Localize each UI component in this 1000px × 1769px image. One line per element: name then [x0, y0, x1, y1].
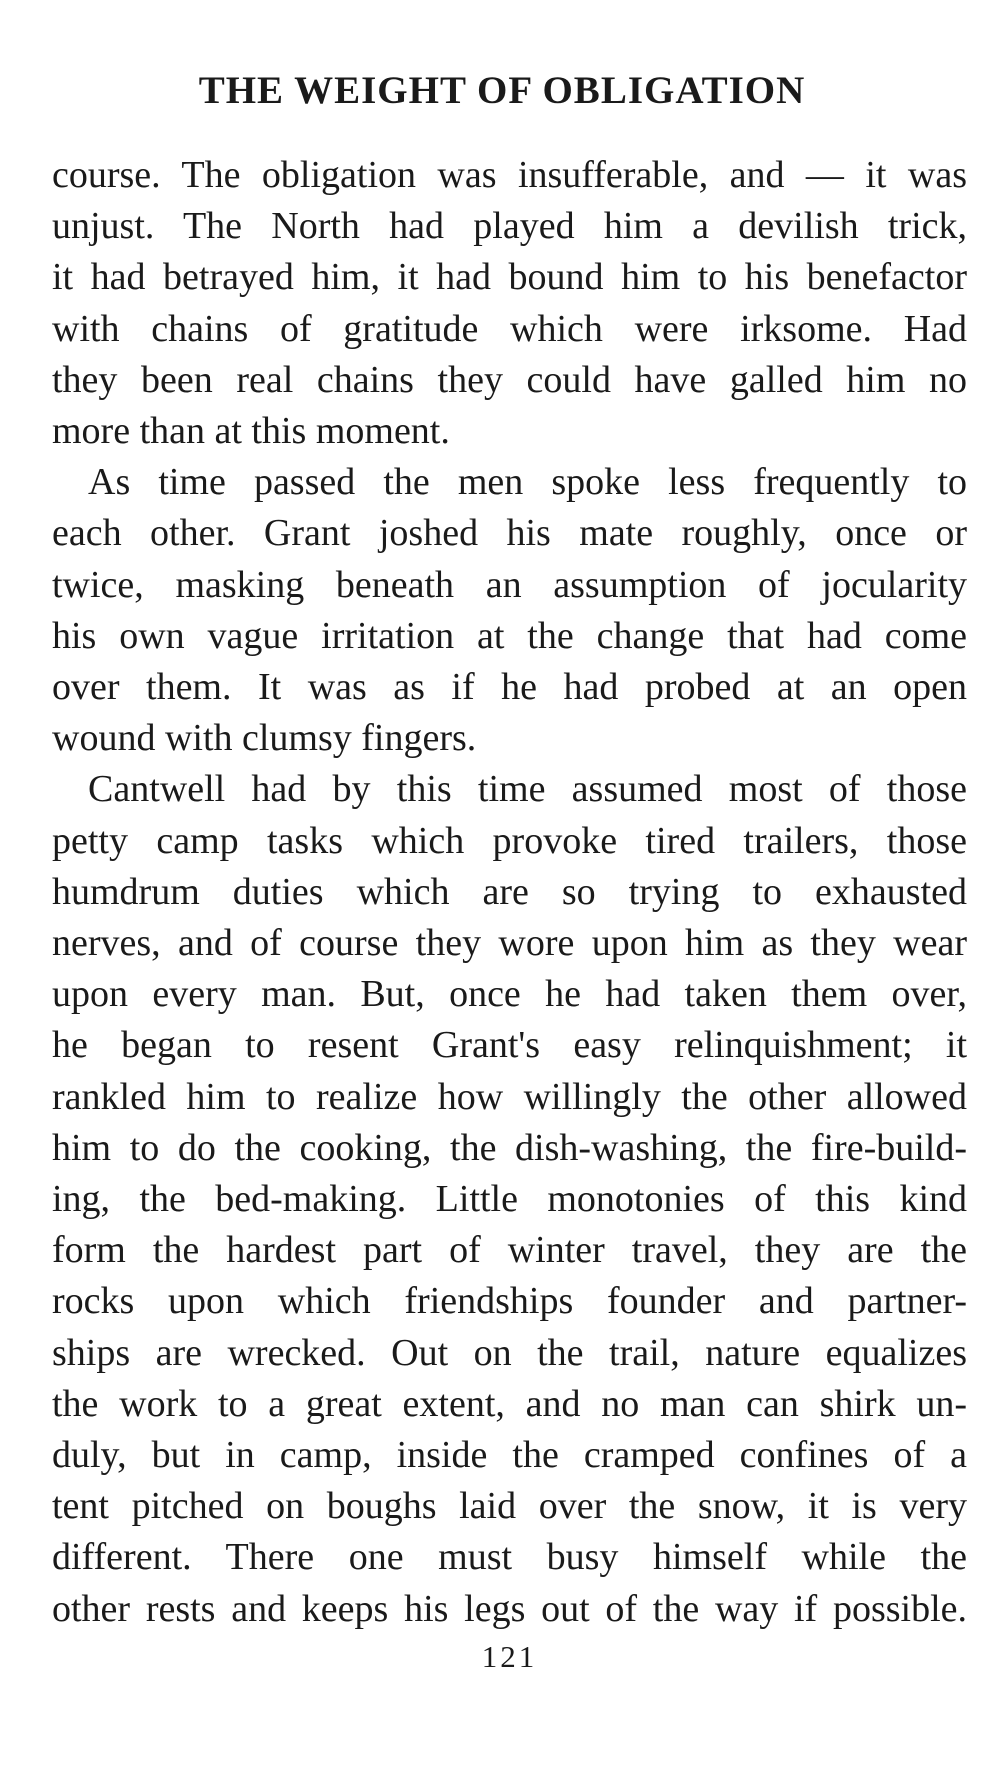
text-line: nerves, and of course they wore upon him as they wear [52, 922, 967, 965]
text-line: with chains of gratitude which were irksome. Had [52, 307, 967, 350]
text-line: unjust. The North had played him a devilish trick, [52, 205, 967, 248]
paragraph-1 [52, 150, 967, 457]
text-line: rankled him to realize how willingly the other allowed [52, 1075, 967, 1118]
text-line: the work to a great extent, and no man can shirk un- [52, 1382, 967, 1425]
text-line: it had betrayed him, it had bound him to his benefactor [52, 256, 967, 299]
text-line: duly, but in camp, inside the cramped confines of a [52, 1434, 967, 1477]
paragraph-3 [52, 764, 967, 1634]
text-line: ships are wrecked. Out on the trail, nature equalizes [52, 1331, 967, 1374]
text-line: each other. Grant joshed his mate roughly, once or [52, 512, 967, 555]
text-line: As time passed the men spoke less frequently to [88, 461, 967, 504]
text-line: humdrum duties which are so trying to exhausted [52, 870, 967, 913]
text-line: over them. It was as if he had probed at an open [52, 666, 967, 709]
text-line: twice, masking beneath an assumption of jocularity [52, 563, 967, 606]
body-text [52, 150, 967, 1635]
text-line: they been real chains they could have galled him no [52, 358, 967, 401]
text-line: upon every man. But, once he had taken them over, [52, 973, 967, 1016]
text-line: tent pitched on boughs laid over the snow, it is very [52, 1485, 967, 1528]
text-line: him to do the cooking, the dish-washing, the fire-build- [52, 1126, 967, 1169]
paragraph-2 [52, 457, 967, 764]
text-line: ing, the bed-making. Little monotonies of this kind [52, 1178, 967, 1221]
text-line: his own vague irritation at the change that had come [52, 614, 967, 657]
text-line: different. There one must busy himself while the [52, 1536, 967, 1579]
text-line: petty camp tasks which provoke tired trailers, those [52, 819, 967, 862]
text-line: course. The obligation was insufferable, and — it was [52, 154, 967, 196]
text-line: rocks upon which friendships founder and partner- [52, 1280, 967, 1323]
text-line: other rests and keeps his legs out of the way if possible. [52, 1587, 967, 1630]
text-line: form the hardest part of winter travel, they are the [52, 1229, 967, 1272]
page-number: 121 [481, 1639, 538, 1674]
running-head: THE WEIGHT OF OBLIGATION [198, 69, 806, 112]
text-line: Cantwell had by this time assumed most of those [88, 768, 967, 811]
text-line: he began to resent Grant's easy relinquishment; it [52, 1024, 967, 1067]
text-line: more than at this moment. [52, 410, 450, 453]
text-line: wound with clumsy fingers. [52, 717, 477, 760]
